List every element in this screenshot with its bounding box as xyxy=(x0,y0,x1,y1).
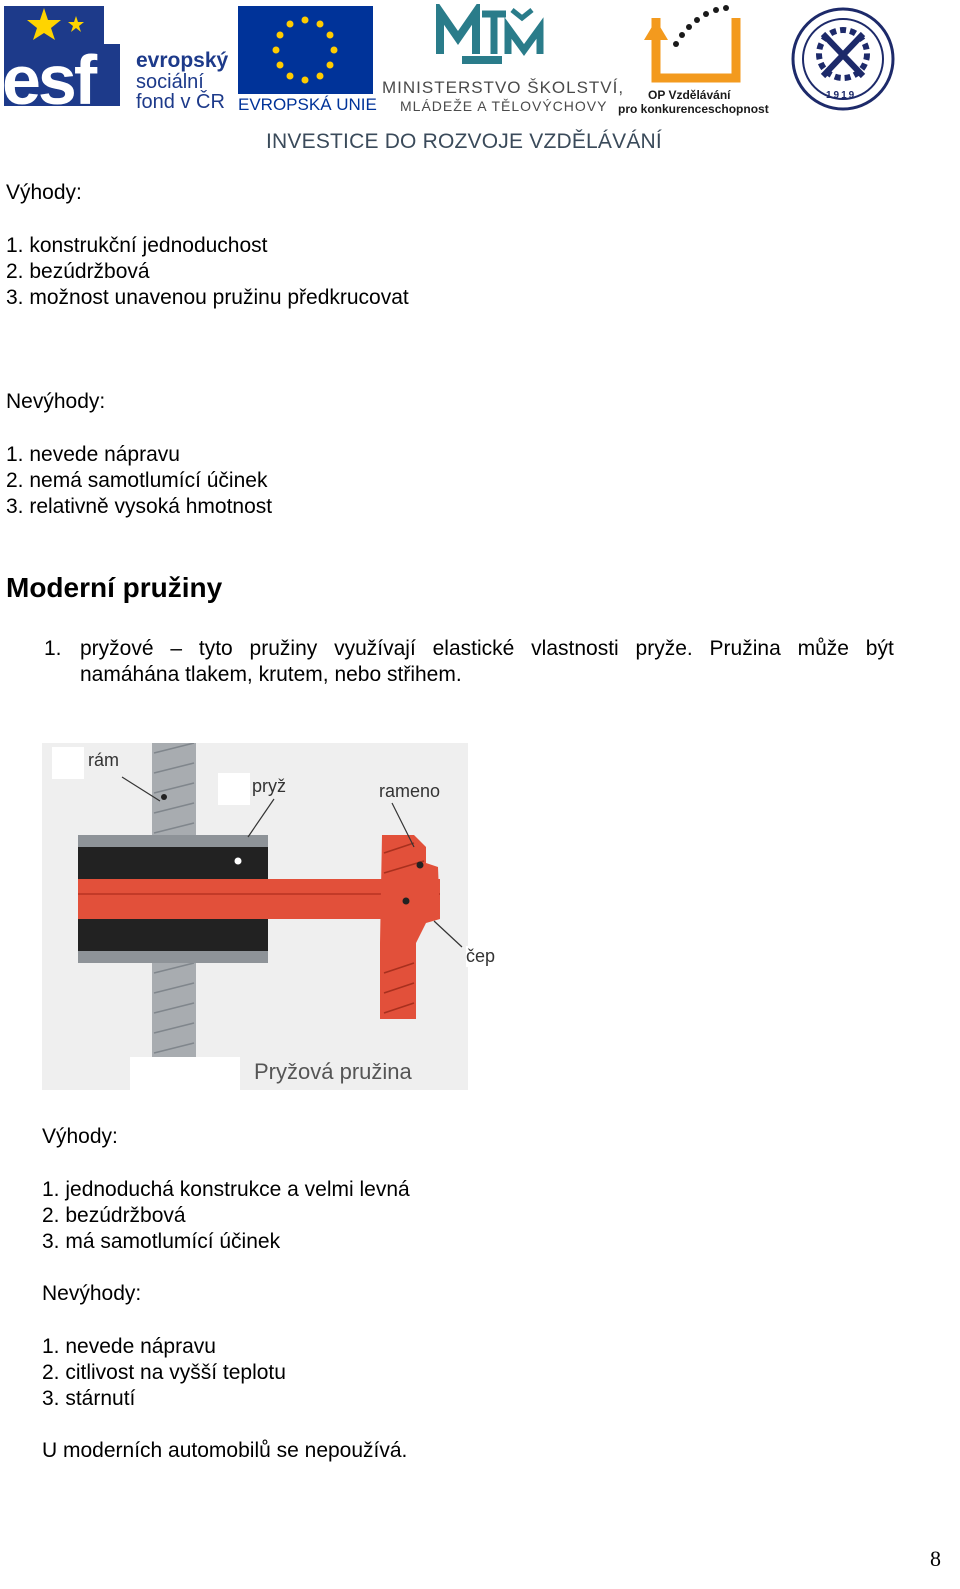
op-logo xyxy=(618,4,769,116)
list-item: 2. citlivost na vyšší teplotu xyxy=(42,1361,286,1384)
list-item: 3. relativně vysoká hmotnost xyxy=(6,495,273,518)
label-rameno: rameno xyxy=(379,781,441,801)
esf-line2: sociální xyxy=(136,71,204,93)
op-line2: pro konkurenceschopnost xyxy=(618,102,769,116)
op-logo-graphic xyxy=(618,4,766,88)
eu-logo xyxy=(238,6,377,114)
list-item: 1. nevede nápravu xyxy=(42,1335,216,1358)
list-item: 3. má samotlumící účinek xyxy=(42,1230,281,1253)
item-line-2: namáhána tlakem, krutem, nebo střihem. xyxy=(80,663,462,686)
pros-title: Výhody: xyxy=(42,1125,118,1148)
list-item: 1. jednoduchá konstrukce a velmi levná xyxy=(42,1178,410,1201)
label-cep: čep xyxy=(466,946,496,966)
eu-flag-icon xyxy=(238,6,373,94)
figure-caption: Pryžová pružina xyxy=(254,1059,412,1084)
msmt-logo xyxy=(378,4,625,116)
seal-logo xyxy=(790,6,896,112)
pros-title: Výhody: xyxy=(6,181,82,204)
rubber-spring-figure xyxy=(42,743,500,1090)
closing-note: U moderních automobilů se nepoužívá. xyxy=(42,1439,408,1462)
list-item: 3. stárnutí xyxy=(42,1387,136,1410)
seal-year: 1919 xyxy=(826,90,857,101)
list-item: 1. nevede nápravu xyxy=(6,443,180,466)
item-line-1: pryžové – tyto pružiny využívají elastické vlastnosti pryže. Pružina může být xyxy=(80,637,894,660)
item-number: 1. xyxy=(44,637,62,660)
label-ram: rám xyxy=(88,750,119,770)
op-line1: OP Vzdělávání xyxy=(648,88,731,102)
list-item: 2. nemá samotlumící účinek xyxy=(6,469,268,492)
svg-text:esf: esf xyxy=(4,41,95,114)
eu-label: EVROPSKÁ UNIE xyxy=(238,95,377,114)
investment-banner: INVESTICE DO ROZVOJE VZDĚLÁVÁNÍ xyxy=(266,130,662,153)
cons-title: Nevýhody: xyxy=(42,1282,142,1305)
esf-line1: evropský xyxy=(136,49,229,72)
section-heading: Moderní pružiny xyxy=(6,572,223,603)
msmt-line1: MINISTERSTVO ŠKOLSTVÍ, xyxy=(382,78,625,97)
msmt-line2: MLÁDEŽE A TĚLOVÝCHOVY xyxy=(400,98,608,114)
esf-line3: fond v ČR xyxy=(136,91,225,113)
list-item: 3. možnost unavenou pružinu předkrucovat xyxy=(6,286,409,309)
esf-logo xyxy=(4,6,230,114)
cons-title: Nevýhody: xyxy=(6,390,106,413)
op-vertical-label: 2007-13 xyxy=(714,16,724,50)
list-item: 1. konstrukční jednoduchost xyxy=(6,234,268,257)
list-item: 2. bezúdržbová xyxy=(42,1204,186,1227)
label-pryz: pryž xyxy=(252,776,287,796)
list-item: 2. bezúdržbová xyxy=(6,260,150,283)
page-number: 8 xyxy=(930,1546,941,1571)
msmt-logo-graphic xyxy=(378,4,608,76)
